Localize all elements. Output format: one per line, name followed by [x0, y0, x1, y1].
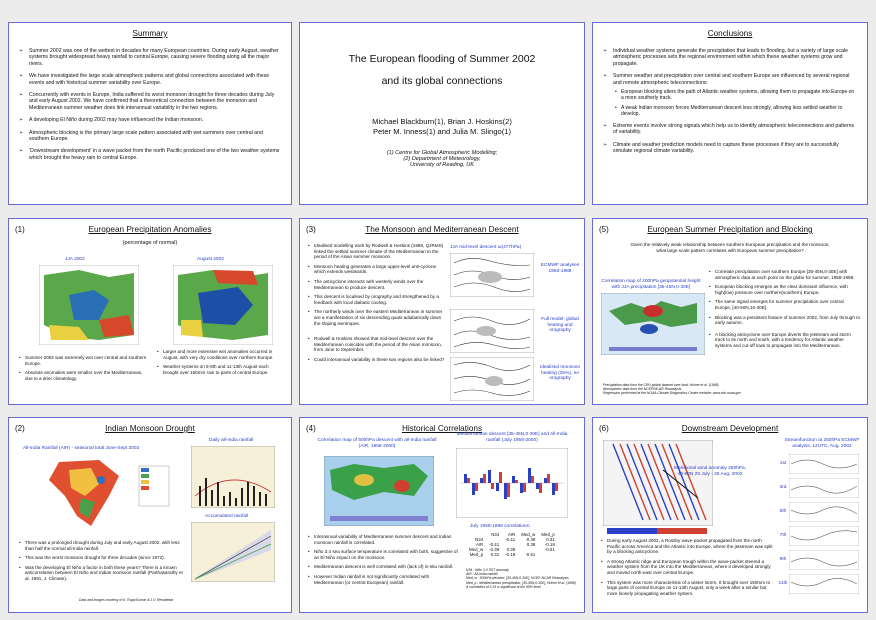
affiliation2: (2) Department of Meteorology,: [403, 156, 481, 162]
daily-rainfall-chart: [191, 446, 275, 508]
table-cell: [538, 552, 557, 557]
panel-5-bullet: • Blocking was a persistent feature of summer 2002, from July through to early autumn.: [709, 315, 861, 326]
table-cell: -0.18: [544, 542, 555, 547]
panel-2-bullet: • Was the developing El Niño a factor in both these years? There is a known anticorrelation between El Niño and Indian monsoon rainfall (Parthasarathy et al. 1991, J. Climate).: [19, 565, 185, 582]
panel-2-credit: Data and images courtesy of K. Rupa Kumar & J.V. Revadekar: [79, 598, 174, 602]
summary-bullet: ➢ A developing El Niño during 2002 may have influenced the Indian monsoon.: [19, 117, 281, 123]
table-cell: -0.61: [525, 552, 536, 557]
blocking-correlation-map: [601, 293, 705, 355]
panel-number: (1): [15, 225, 25, 234]
streamfunction-map: [789, 502, 859, 522]
table-header: N34: [491, 532, 500, 537]
panel-number: (3): [306, 225, 316, 234]
panel-3: [299, 218, 585, 405]
panel-number: (2): [15, 424, 25, 433]
panel-4-title: Historical Correlations: [401, 424, 483, 433]
panel-3-bullet: • Rodwell & Hoskins showed that mid-level descent over the Mediterranean coincides with the period of the Asian monsoon, from June to September.: [308, 336, 448, 353]
day-label: 11th: [778, 581, 788, 587]
panel-3-bullet: • This descent is localised by orography and strengthened by a feedback with local diabatic cooling.: [308, 294, 448, 305]
panel-5-bullet: • European blocking emerges as the clear dominant influence, with high(low) pressure over northern(southern) Europe.: [709, 284, 861, 295]
hovmoller-colourbar: [607, 528, 707, 534]
panel-4-note: Med_w : 500hPa descent, [35-45N,0-30E], NCEP-NCAR Reanalysis: [466, 576, 569, 581]
panel-3-title: The Monsoon and Mediterranean Descent: [365, 225, 519, 234]
descent-label-3: Idealised monsoon heating (25%), no orography: [539, 365, 581, 382]
panel-4-note: Med_p : Mediterranean precipitation, [35-45N,0-30E], Hulme et al. (1998): [466, 580, 576, 585]
correlation-table: [466, 532, 558, 557]
hovmoller-diagram: [603, 440, 713, 526]
title-panel: [299, 22, 585, 205]
india-map-label: All-India Rainfall (AIR) - seasonal total June-Sept 2002: [23, 446, 140, 451]
descent-label-1: ECMWF analyses 1983-1988: [540, 263, 580, 274]
accumulated-rainfall-chart: [191, 522, 275, 582]
panel-6: [592, 417, 868, 613]
panel-number: (5): [599, 225, 609, 234]
conclusions-bullet: ➢ Extreme events involve strong signals which help us to identify atmospheric teleconnections and patterns of variability.: [603, 123, 857, 136]
panel-6-title: Downstream Development: [681, 424, 779, 433]
correlation-map-label: Correlation map of 500hPa descent with all-India rainfall (AIR, 1958-2000): [317, 438, 437, 449]
day-label: 1st: [779, 461, 787, 467]
accumulated-rainfall-label: Accumulated rainfall: [205, 514, 249, 519]
conclusions-bullet: ➢ Summer weather and precipitation over central and southern Europe are influenced by several regional and remote atmospheric teleconnections:: [603, 73, 857, 86]
panel-3-bullet: • The northerly winds over the eastern Mediterranean in summer are a manifestation of six descending quasi-adiabatically down the sloping isentropes.: [308, 309, 448, 326]
meridional-wind-label: Meridional wind anomaly 250hPa, 40-60N 29 July - 26 Aug, 2002: [674, 466, 746, 477]
panel-4-bullet: • However Indian rainfall is not significantly correlated with Mediterranean (or central European) rainfall.: [308, 574, 458, 585]
panel-2-bullet: • There was a prolonged drought during July and early August 2002, with less than half the normal all-India rainfall.: [19, 540, 185, 551]
panel-number: (4): [306, 424, 316, 433]
panel-4-note: AIR : All-India rainfall: [466, 572, 498, 577]
table-cell: N34: [475, 537, 484, 542]
panel-5-bullet: • A blocking anticyclone over Europe diverts the jetstream and storm track to its north and south, with a tendency for Atlantic weather systems and cut-off lows to propagate into the Mediterranean.: [709, 332, 861, 349]
panel-5: [592, 218, 868, 405]
conclusions-bullet: ➢ Individual weather systems generate the precipitation that leads to flooding, but a variety of large scale atmospheric processes sets the regional environment within which these weather systems grow and propagate.: [603, 48, 857, 67]
panel-5-title: European Summer Precipitation and Blocking: [647, 225, 813, 234]
panel-number: (6): [599, 424, 609, 433]
streamfunction-label: Streamfunction at 250hPa ECMWF analysis, 12UTC, Aug. 2002: [784, 438, 860, 449]
india-rainfall-map: [29, 456, 179, 534]
panel-4: [299, 417, 585, 613]
day-label: 7th: [779, 533, 787, 539]
summary-bullet: ➢ Atmospheric blocking is the primary large scale pattern associated with wet summers over central and southern Europe.: [19, 130, 281, 143]
descent-map-1: [450, 253, 534, 297]
table-cell: 0.39: [506, 547, 516, 552]
descent-label-2: Full model: global heating and orography: [541, 317, 579, 334]
panel-2-bullet: • This was the worst monsoon drought for three decades (since 1972).: [19, 555, 185, 561]
summary-panel: [8, 22, 292, 205]
timeseries-label: Mediterranean descent [35-45N,0-30E] and All-India rainfall (July 1958-2000): [456, 432, 568, 443]
panel-6-bullet: • This system was more characteristic of a winter storm. It brought over 150mm to large parts of central Europe on 11-13th August, only a week after a similar but more loosely propagating weather system.: [601, 580, 773, 597]
panel-3-bullet: • The anticyclone interacts with westerly winds over the Mediterranean to produce descent.: [308, 279, 448, 290]
table-cell: 0.31: [546, 537, 555, 542]
conclusions-bullet: ➢ Climate and weather prediction models need to capture these processes if they are to successfully simulate regional climate variability.: [603, 142, 857, 155]
table-cell: AIR: [475, 542, 484, 547]
poster-title-line2: and its global connections: [381, 75, 503, 87]
panel-1-bullet: • Absolute anomalies were smaller over the Mediterranean, due to a drier climatology.: [19, 370, 147, 381]
panel-1-bullet: • Larger and more extensive wet anomalies occurred in August, with very dry conditions over northern Europe.: [157, 349, 285, 360]
streamfunction-map: [789, 478, 859, 498]
summary-bullet: ➢ We have investigated the large scale atmospheric patterns and global connections associated with these events and with historical summer variability over Europe.: [19, 73, 281, 86]
affiliation3: University of Reading, UK: [409, 162, 475, 168]
conclusions-title: Conclusions: [707, 29, 753, 38]
table-header: AIR: [507, 532, 516, 537]
table-header: Med_p: [541, 532, 555, 537]
summary-bullet: ➢ Concurrently with events in Europe, India suffered its worst monsoon drought for three decades during July and early August 2002. We have confirmed that a theoretical connection between the monsoon and Mediterranean summer weather does link interannual variability in the two regions.: [19, 92, 281, 111]
panel-1: [8, 218, 292, 405]
table-row: [466, 552, 558, 557]
table-cell: -0.18: [505, 552, 516, 557]
panel-5-note: Atmospheric data from the NCEP/NCAR Reanalysis.: [603, 387, 683, 392]
panel-6-bullet: • A strong Atlantic ridge and European trough within the wave-packet steered a weather system from the UK into the Mediterranean, where it developed strongly and moved north-east over central Europe.: [601, 559, 773, 576]
table-cell: -0.39: [489, 547, 500, 552]
panel-2-title: Indian Monsoon Drought: [105, 424, 195, 433]
table-cell: -0.41: [489, 542, 500, 547]
panel-5-note: Precipitation data from the CRU global dataset over land: Hulme et al. (1998).: [603, 383, 720, 387]
panel-4-bullet: • Niño 3.4 sea surface temperature is correlated with both, suggestive of an El Niño impact on the monsoon.: [308, 549, 458, 560]
daily-rainfall-label: Daily all-India rainfall: [209, 438, 254, 443]
affiliation1: (1) Centre for Global Atmospheric Modelling;: [386, 150, 498, 156]
panel-4-note: A correlation of 0.31 is significant at the 95% level: [466, 584, 541, 589]
panel-5-intro: Given the relatively weak relationship between southern European precipitation and the monsoon, what large scale pattern correlates with European summer precipitation?: [630, 242, 830, 253]
panel-4-note: N34 : Niño 3.4 SST anomaly: [466, 568, 509, 572]
panel-1-title: European Precipitation Anomalies: [88, 225, 212, 234]
descent-map-label: JJA mid-level descent ω(477hPa): [450, 245, 522, 250]
conclusions-subbullet: • A weak Indian monsoon forces Mediterranean descent less strongly, allowing less settled weather to develop.: [615, 105, 857, 117]
summary-bullet: ➢ Summer 2002 was one of the wettest in decades for many European countries. During early August, weather systems brought widespread heavy rainfall to central Europe, causing severe flooding along all the major rivers.: [19, 48, 281, 67]
panel-3-bullet: • Could interannual variability in these two regions also be linked?: [308, 357, 448, 363]
streamfunction-map: [789, 574, 859, 594]
descent-map-3: [450, 357, 534, 401]
correlation-table-title: July 1958-1998 correlations:: [470, 524, 531, 529]
blocking-map-label: Correlation map of 200hPa geopotential height with JJA precipitation [35-45N,0-30E]: [601, 279, 701, 290]
panel-3-bullet: • Monsoon heating generates a large upper-level anti-cyclone which extends westwards.: [308, 264, 448, 275]
panel-5-note: Regression performed at the NOAA Climate Diagnostics Centre website: www.cdc.noaa.gov: [603, 391, 742, 396]
table-cell: 0.31: [490, 552, 500, 557]
panel-1-subtitle: (percentage of normal): [122, 240, 178, 246]
panel-5-bullet: • The same signal emerges for summer precipitation over central Europe, [40-50N,10-30E].: [709, 299, 861, 310]
table-cell: -0.41: [505, 537, 516, 542]
panel-1-bullet: • Weather systems on 6-8th and 11-13th August each brought over 150mm rain to parts of central Europe.: [157, 364, 285, 375]
map-label-jja: JJA 2002: [65, 257, 85, 262]
conclusions-panel: [592, 22, 868, 205]
day-label: 3rd: [779, 485, 787, 491]
europe-map-jja: [39, 265, 139, 345]
table-cell: -0.61: [544, 547, 555, 552]
day-label: 9th: [779, 557, 787, 563]
table-cell: Med_w: [469, 547, 484, 552]
panel-2: [8, 417, 292, 613]
poster-title-line1: The European flooding of Summer 2002: [348, 53, 536, 65]
streamfunction-map: [789, 454, 859, 474]
conclusions-subbullet: • European blocking alters the path of Atlantic weather systems, allowing them to propagate into Europe on a more southerly track.: [615, 89, 857, 101]
panel-3-bullet: • Idealised modelling work by Rodwell & Hoskins (1996, QJRMS) linked the settled summer climate of the Mediterranean to the period of the Asian summer monsoon.: [308, 243, 448, 260]
day-label: 5th: [779, 509, 787, 515]
descent-map-2: [450, 309, 534, 353]
streamfunction-map: [789, 550, 859, 570]
table-cell: 0.39: [526, 542, 536, 547]
air-correlation-map: [324, 456, 434, 526]
descent-rainfall-timeseries: [456, 448, 568, 518]
map-label-aug: August 2002: [197, 257, 224, 262]
europe-map-august: [173, 265, 273, 345]
summary-bullet: ➢ ‘Downstream development’ in a wave packet from the north Pacific produced one of the two weather systems which brought the heavy rain to central Europe.: [19, 148, 281, 161]
table-header: Med_w: [521, 532, 536, 537]
streamfunction-map: [789, 526, 859, 546]
panel-4-bullet: • Mediterranean descent is well correlated with (lack of) in-situ rainfall.: [308, 564, 458, 570]
panel-1-bullet: • Summer 2002 was extremely wet over central and southern Europe.: [19, 355, 147, 366]
authors-line1: Michael Blackburn(1), Brian J. Hoskins(2): [372, 117, 512, 126]
summary-title: Summary: [132, 29, 168, 38]
panel-5-bullet: • Correlate precipitation over southern Europe [35-45N,0-30E] with atmospheric data at each point on the globe for summer, 1958-1998.: [709, 269, 861, 280]
panel-6-bullet: • During early August 2002, a Rossby wave-packet propagated from the north Pacific across America and the Atlantic into Europe, where the jetstream was split by a blocking anticyclone.: [601, 538, 773, 555]
authors-line2: Peter M. Inness(1) and Julia M. Slingo(1): [372, 127, 511, 136]
panel-4-bullet: • Interannual variability of Mediterranean summer descent and Indian monsoon rainfall is correlated.: [308, 534, 458, 545]
table-cell: -0.39: [525, 537, 536, 542]
table-cell: Med_p: [469, 552, 484, 557]
